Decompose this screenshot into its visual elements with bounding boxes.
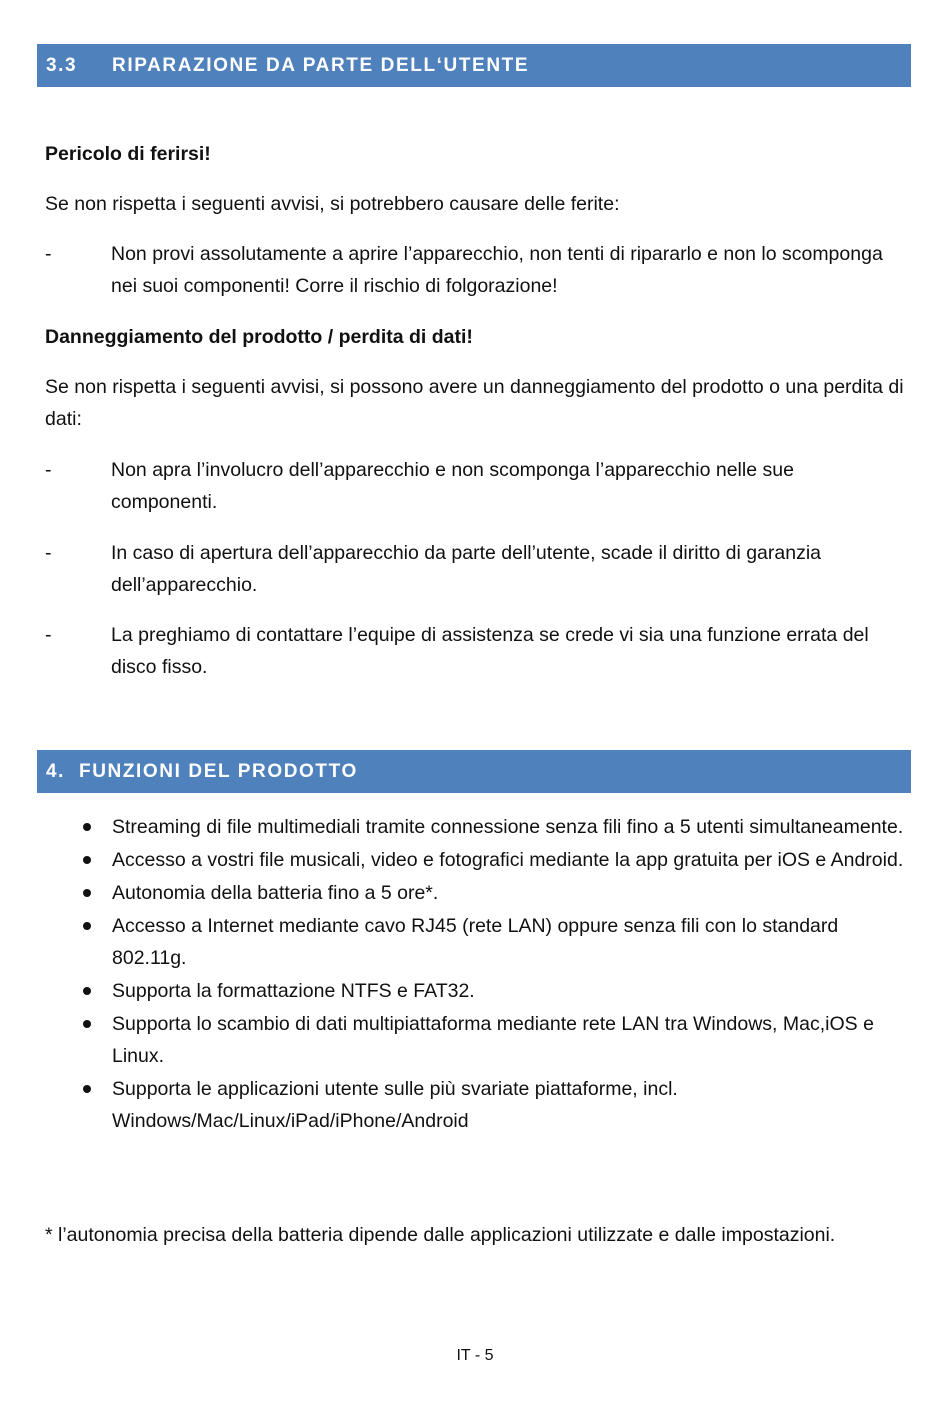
- feature-text: Supporta la formattazione NTFS e FAT32.: [112, 980, 475, 1002]
- list-item: [45, 811, 905, 843]
- bullet-icon: [83, 922, 91, 930]
- list-item: [45, 975, 905, 1007]
- dash-marker: -: [45, 243, 52, 265]
- feature-text: Autonomia della batteria fino a 5 ore*.: [112, 882, 439, 904]
- bullet-icon: [83, 1020, 91, 1028]
- warning-intro-damage: Se non rispetta i seguenti avvisi, si possono avere un danneggiamento del prodotto o una perdita di dati:: [45, 376, 904, 430]
- page-number: IT - 5: [456, 1347, 494, 1364]
- bullet-icon: [83, 823, 91, 831]
- bullet-icon: [83, 1085, 91, 1093]
- warning-item: [45, 619, 905, 683]
- section-header-4: [37, 750, 911, 793]
- list-item: [45, 1073, 905, 1137]
- list-item: [45, 844, 905, 876]
- bullet-icon: [83, 889, 91, 897]
- section-header-3-3: [37, 44, 911, 87]
- feature-text: Supporta le applicazioni utente sulle più svariate piattaforme, incl. Windows/Mac/Linux/iPad/iPhone/Android: [112, 1078, 678, 1132]
- list-item: [45, 877, 905, 909]
- section-title: RIPARAZIONE DA PARTE DELL‘UTENTE: [112, 55, 530, 76]
- feature-text: Supporta lo scambio di dati multipiattaforma mediante rete LAN tra Windows, Mac,iOS e Linux.: [112, 1013, 874, 1067]
- list-item: [45, 1008, 905, 1072]
- feature-text: Accesso a Internet mediante cavo RJ45 (rete LAN) oppure senza fili con lo standard 802.11g.: [112, 915, 839, 969]
- section-number: 3.3: [46, 55, 78, 76]
- warning-item: [45, 238, 905, 302]
- warning-item-text: La preghiamo di contattare l’equipe di assistenza se crede vi sia una funzione errata del disco fisso.: [111, 624, 869, 678]
- battery-footnote: * l’autonomia precisa della batteria dipende dalle applicazioni utilizzate e dalle impostazioni.: [45, 1224, 836, 1246]
- dash-marker: -: [45, 542, 52, 564]
- warning-item-text: In caso di apertura dell’apparecchio da parte dell’utente, scade il diritto di garanzia dell’apparecchio.: [111, 542, 822, 596]
- warning-heading-injury: Pericolo di ferirsi!: [45, 143, 211, 165]
- warning-heading-damage: Danneggiamento del prodotto / perdita di dati!: [45, 326, 473, 348]
- warning-item: [45, 454, 905, 518]
- warning-item-text: Non provi assolutamente a aprire l’apparecchio, non tenti di ripararlo e non lo scomponga nei suoi componenti! Corre il rischio di folgorazione!: [111, 243, 883, 297]
- warning-item-text: Non apra l’involucro dell’apparecchio e non scomponga l’apparecchio nelle sue componenti.: [111, 459, 794, 513]
- list-item: [45, 910, 905, 974]
- feature-text: Streaming di file multimediali tramite connessione senza fili fino a 5 utenti simultaneamente.: [112, 816, 904, 838]
- bullet-icon: [83, 856, 91, 864]
- feature-text: Accesso a vostri file musicali, video e fotografici mediante la app gratuita per iOS e Android.: [112, 849, 904, 871]
- section-title: FUNZIONI DEL PRODOTTO: [79, 761, 358, 782]
- warning-item: [45, 537, 905, 601]
- dash-marker: -: [45, 624, 52, 646]
- dash-marker: -: [45, 459, 52, 481]
- warning-intro-injury: Se non rispetta i seguenti avvisi, si potrebbero causare delle ferite:: [45, 193, 620, 215]
- section-number: 4.: [46, 761, 66, 782]
- bullet-icon: [83, 987, 91, 995]
- features-list: [45, 811, 905, 1138]
